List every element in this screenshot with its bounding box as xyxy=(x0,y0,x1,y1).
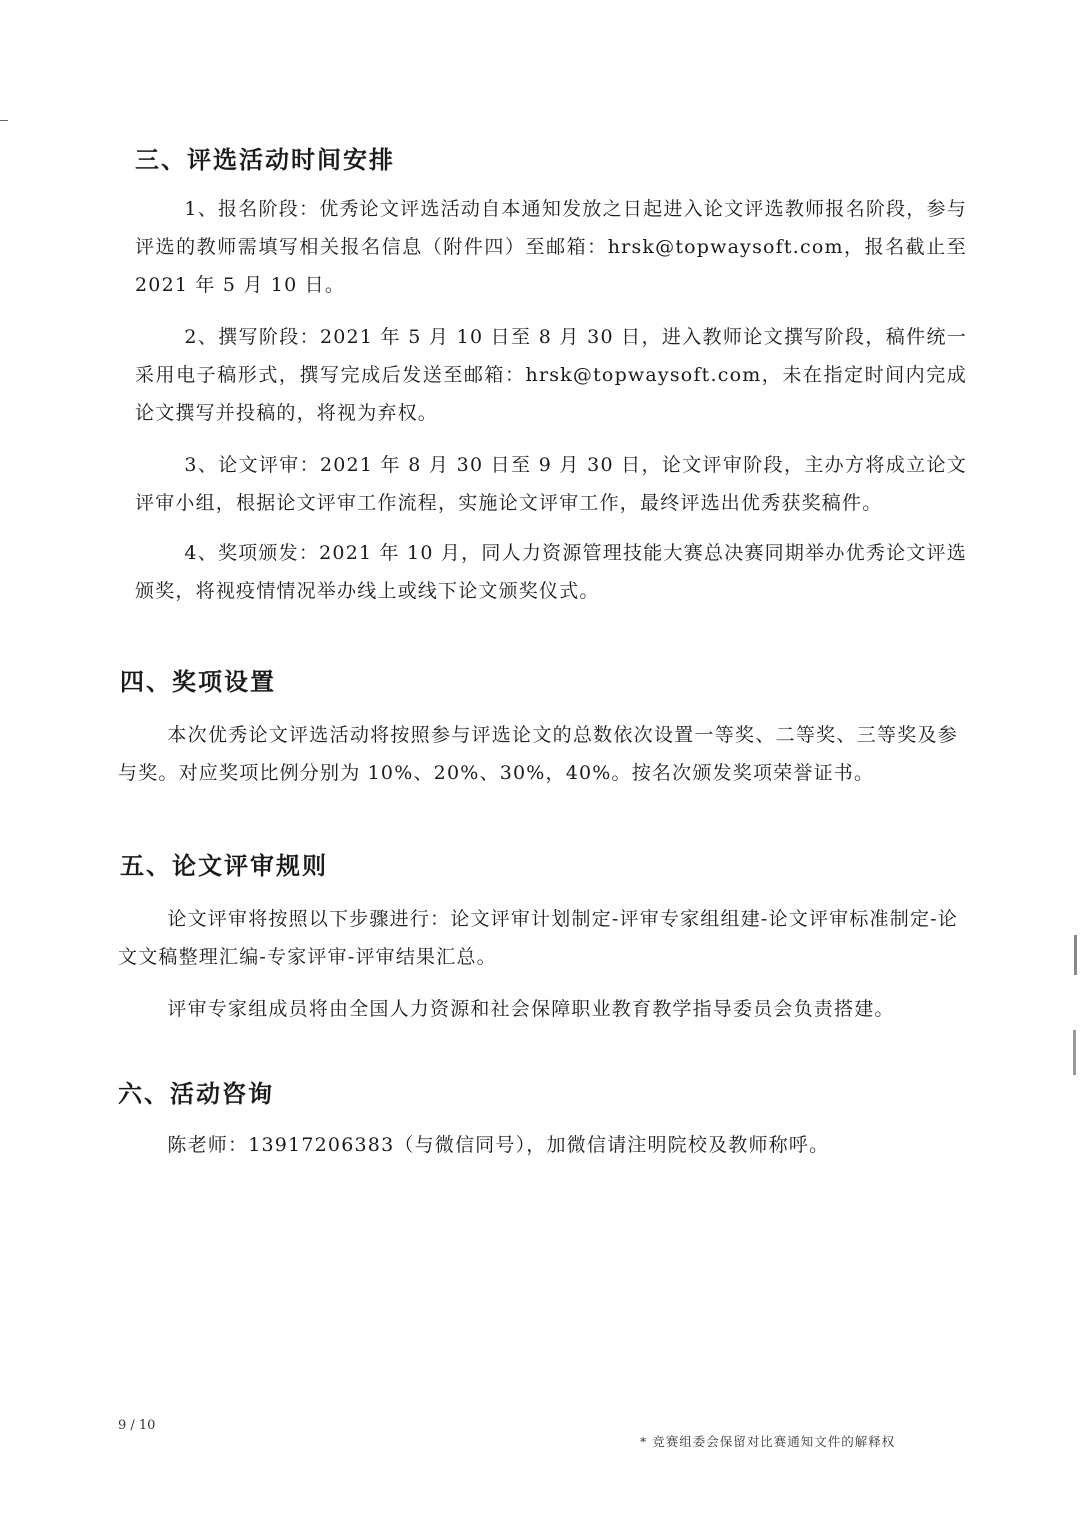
page-number: 9 / 10 xyxy=(118,1418,156,1433)
paragraph-review-steps: 论文评审将按照以下步骤进行：论文评审计划制定-评审专家组组建-论文评审标准制定-论文文稿整理汇编-专家评审-评审结果汇总。 xyxy=(118,908,958,968)
paragraph-award: 4、奖项颁发：2021 年 10 月，同人力资源管理技能大赛总决赛同期举办优秀论文评选颁奖，将视疫情情况举办线上或线下论文颁奖仪式。 xyxy=(135,542,967,602)
scan-artifact-right xyxy=(1074,935,1077,975)
paragraph-review: 3、论文评审：2021 年 8 月 30 日至 9 月 30 日，论文评审阶段，主办方将成立论文评审小组，根据论文评审工作流程，实施论文评审工作，最终评选出优秀获奖稿件。 xyxy=(135,454,967,514)
section-heading-awards: 四、奖项设置 xyxy=(120,668,276,696)
section-heading-review-rules: 五、论文评审规则 xyxy=(120,852,328,880)
paragraph-contact: 陈老师：13917206383（与微信同号），加微信请注明院校及教师称呼。 xyxy=(167,1134,830,1156)
footer-disclaimer: * 竞赛组委会保留对比赛通知文件的解释权 xyxy=(640,1434,896,1449)
scan-artifact-left xyxy=(0,120,8,121)
paragraph-award-settings: 本次优秀论文评选活动将按照参与评选论文的总数依次设置一等奖、二等奖、三等奖及参与奖。对应奖项比例分别为 10%、20%、30%，40%。按名次颁发奖项荣誉证书。 xyxy=(118,724,958,784)
scan-artifact-right-lower xyxy=(1073,1030,1076,1075)
section-heading-consultation: 六、活动咨询 xyxy=(118,1080,274,1108)
section-heading-schedule: 三、评选活动时间安排 xyxy=(135,146,395,174)
paragraph-expert-panel: 评审专家组成员将由全国人力资源和社会保障职业教育教学指导委员会负责搭建。 xyxy=(167,998,895,1020)
paragraph-writing: 2、撰写阶段：2021 年 5 月 10 日至 8 月 30 日，进入教师论文撰写阶段，稿件统一采用电子稿形式，撰写完成后发送至邮箱：hrsk@topwaysoft.com，未在指定时间内完成论文撰写并投稿的，将视为弃权。 xyxy=(135,326,967,424)
paragraph-registration: 1、报名阶段：优秀论文评选活动自本通知发放之日起进入论文评选教师报名阶段，参与评选的教师需填写相关报名信息（附件四）至邮箱：hrsk@topwaysoft.com，报名截止至 2021 年 5 月 10 日。 xyxy=(135,198,967,296)
